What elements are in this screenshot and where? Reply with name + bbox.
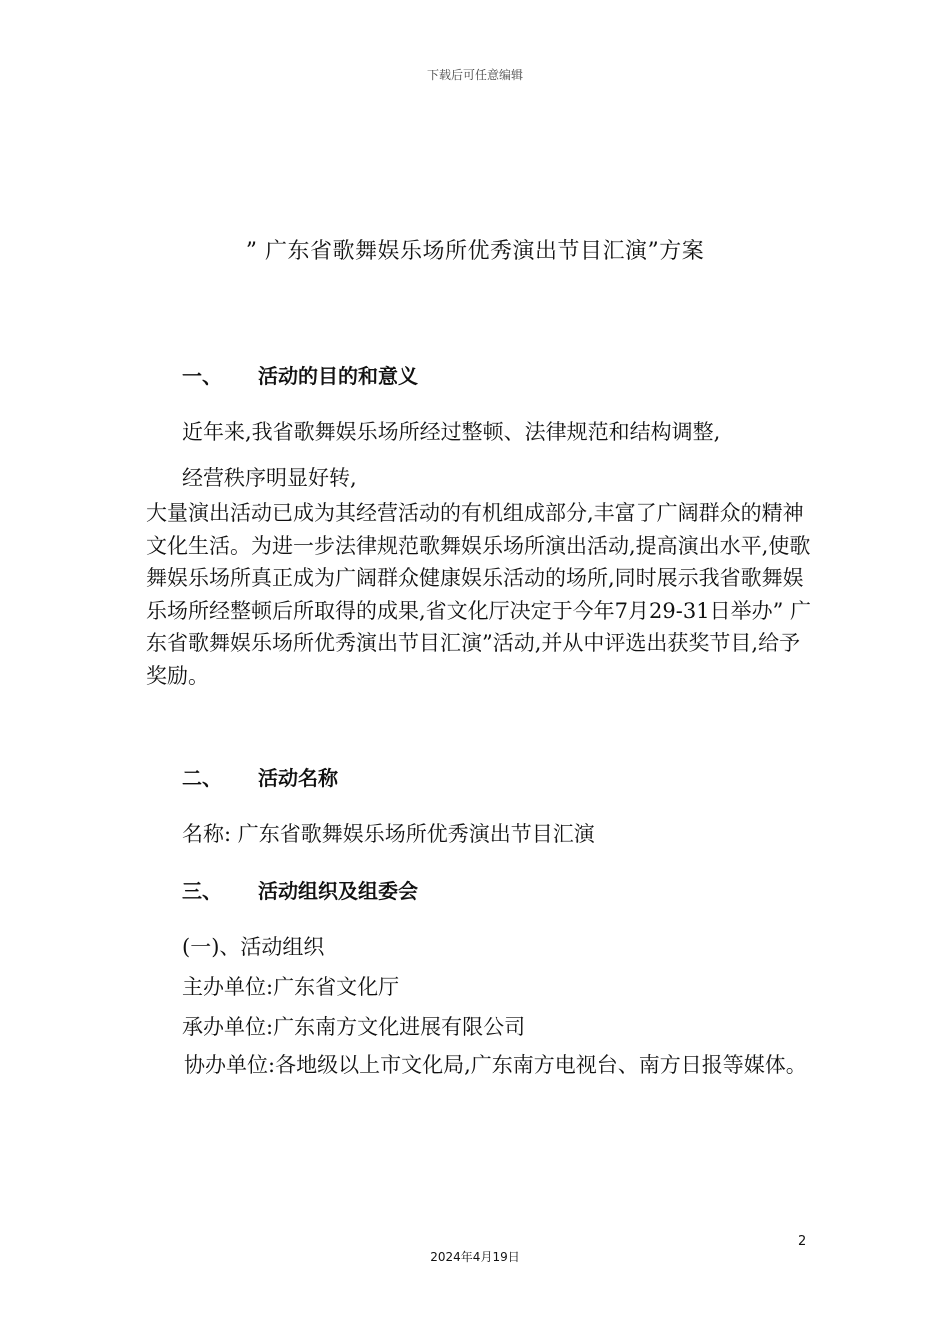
subsection-activity-organization: (一)、活动组织	[182, 935, 325, 959]
section-1-line-2: 经营秩序明显好转,	[182, 466, 357, 490]
section-1-title: 活动的目的和意义	[258, 364, 418, 388]
section-1-line-1: 近年来,我省歌舞娱乐场所经过整顿、法律规范和结构调整,	[182, 420, 721, 444]
organizer-unit-line: 承办单位:广东南方文化进展有限公司	[182, 1015, 526, 1039]
assist-unit-paragraph: 协办单位:各地级以上市文化局,广东南方电视台、南方日报等媒体。	[184, 1053, 807, 1077]
section-3-number: 三、	[182, 879, 222, 903]
footer-date: 2024年4月19日	[430, 1250, 520, 1264]
section-3-heading	[182, 875, 418, 904]
document-title: ” 广东省歌舞娱乐场所优秀演出节目汇演”方案	[245, 239, 705, 264]
section-2-title: 活动名称	[258, 766, 338, 790]
section-2-heading	[182, 762, 338, 791]
section-1-heading	[182, 360, 418, 389]
host-unit-line: 主办单位:广东省文化厅	[182, 975, 400, 999]
section-1-number: 一、	[182, 364, 222, 388]
section-3-title: 活动组织及组委会	[258, 879, 418, 903]
section-2-number: 二、	[182, 766, 222, 790]
page-number: 2	[798, 1234, 807, 1249]
activity-name-line: 名称: 广东省歌舞娱乐场所优秀演出节目汇演	[182, 822, 595, 846]
section-1-body: 大量演出活动已成为其经营活动的有机组成部分,丰富了广阔群众的精神文化生活。为进一步法律规范歌舞娱乐场所演出活动,提高演出水平,使歌舞娱乐场所真正成为广阔群众健康娱乐活动的场所,同时展示我省歌舞娱乐场所经整顿后所取得的成果,省文化厅决定于今年7月29-31日举办” 广东省歌舞娱乐场所优秀演出节目汇演”活动,并从中评选出获奖节目,给予奖励。	[146, 501, 811, 688]
header-note: 下载后可任意编辑	[426, 68, 523, 82]
